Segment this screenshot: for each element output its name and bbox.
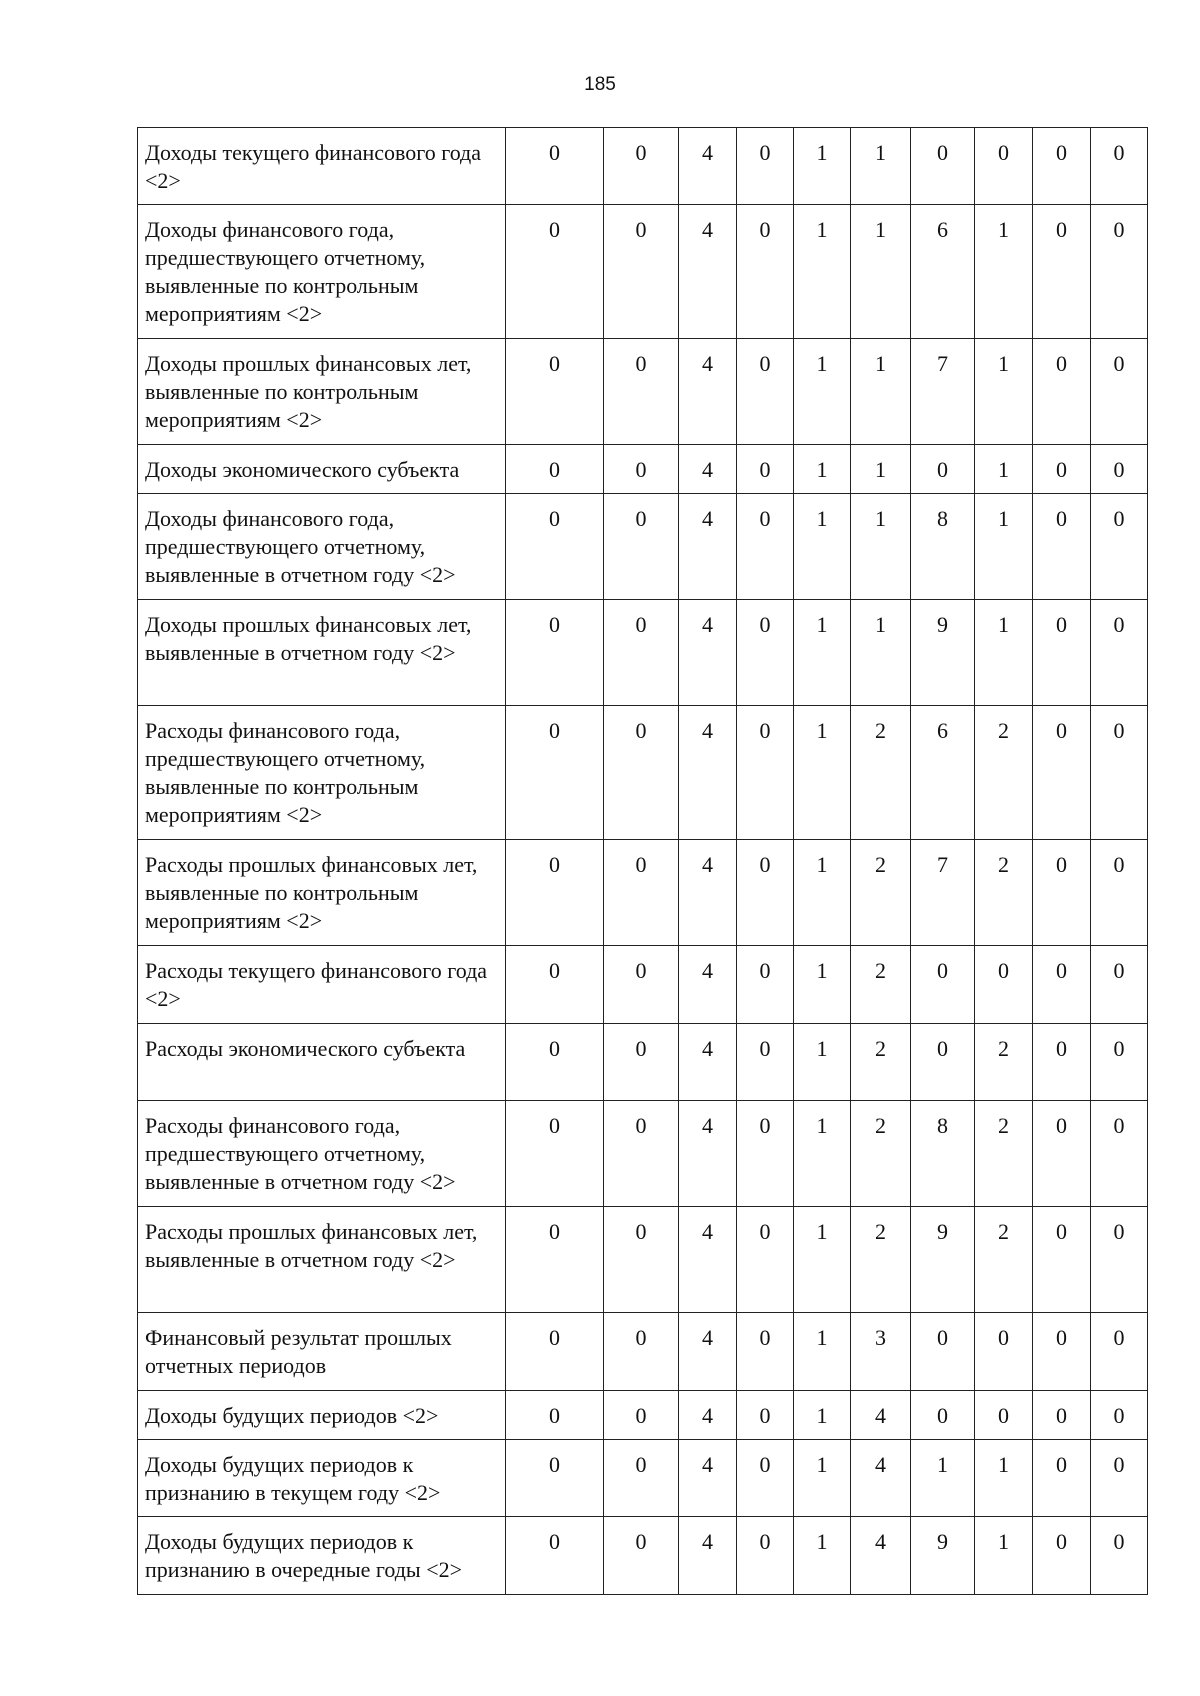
code-digit-2: 0 xyxy=(604,1313,679,1391)
code-digit-9: 0 xyxy=(1033,205,1091,339)
code-digit-10: 0 xyxy=(1091,1391,1148,1440)
table-row xyxy=(138,339,1148,445)
code-digit-5: 1 xyxy=(794,706,851,840)
code-digit-5: 1 xyxy=(794,1313,851,1391)
table-row xyxy=(138,600,1148,706)
code-digit-7: 0 xyxy=(911,445,975,494)
code-digit-5: 1 xyxy=(794,445,851,494)
code-digit-10: 0 xyxy=(1091,205,1148,339)
code-digit-10: 0 xyxy=(1091,494,1148,600)
code-digit-3: 4 xyxy=(679,946,737,1024)
code-digit-9: 0 xyxy=(1033,1391,1091,1440)
table-row xyxy=(138,1101,1148,1207)
code-digit-8: 2 xyxy=(975,840,1033,946)
code-digit-8: 1 xyxy=(975,494,1033,600)
code-digit-8: 0 xyxy=(975,946,1033,1024)
code-digit-6: 1 xyxy=(851,445,911,494)
account-code-table xyxy=(137,127,1148,1595)
code-digit-5: 1 xyxy=(794,1024,851,1101)
code-digit-5: 1 xyxy=(794,339,851,445)
table-row xyxy=(138,1517,1148,1595)
code-digit-4: 0 xyxy=(737,128,794,205)
code-digit-1: 0 xyxy=(506,445,604,494)
code-digit-3: 4 xyxy=(679,1024,737,1101)
code-digit-7: 9 xyxy=(911,1517,975,1595)
table-row xyxy=(138,840,1148,946)
code-digit-6: 2 xyxy=(851,1024,911,1101)
row-label: Доходы будущих периодов к признанию в текущем году <2> xyxy=(138,1440,506,1517)
code-digit-1: 0 xyxy=(506,339,604,445)
row-label: Финансовый результат прошлых отчетных периодов xyxy=(138,1313,506,1391)
code-digit-8: 2 xyxy=(975,1101,1033,1207)
code-digit-5: 1 xyxy=(794,494,851,600)
code-digit-8: 2 xyxy=(975,1207,1033,1313)
table-row xyxy=(138,706,1148,840)
code-digit-2: 0 xyxy=(604,706,679,840)
row-label: Расходы финансового года, предшествующего отчетному, выявленные по контрольным мероприятиям <2> xyxy=(138,706,506,840)
table-row xyxy=(138,205,1148,339)
code-digit-9: 0 xyxy=(1033,494,1091,600)
code-digit-3: 4 xyxy=(679,1313,737,1391)
code-digit-10: 0 xyxy=(1091,1313,1148,1391)
code-digit-8: 1 xyxy=(975,600,1033,706)
code-digit-2: 0 xyxy=(604,1024,679,1101)
code-digit-7: 7 xyxy=(911,339,975,445)
row-label: Доходы текущего финансового года <2> xyxy=(138,128,506,205)
code-digit-1: 0 xyxy=(506,1313,604,1391)
code-digit-4: 0 xyxy=(737,706,794,840)
row-label: Расходы финансового года, предшествующего отчетному, выявленные в отчетном году <2> xyxy=(138,1101,506,1207)
code-digit-9: 0 xyxy=(1033,840,1091,946)
code-digit-2: 0 xyxy=(604,445,679,494)
code-digit-5: 1 xyxy=(794,840,851,946)
code-digit-8: 1 xyxy=(975,205,1033,339)
code-digit-3: 4 xyxy=(679,339,737,445)
code-digit-8: 2 xyxy=(975,706,1033,840)
code-digit-6: 2 xyxy=(851,1101,911,1207)
code-digit-5: 1 xyxy=(794,1207,851,1313)
code-digit-6: 4 xyxy=(851,1391,911,1440)
code-digit-4: 0 xyxy=(737,1313,794,1391)
code-digit-3: 4 xyxy=(679,1207,737,1313)
code-digit-4: 0 xyxy=(737,1517,794,1595)
code-digit-8: 1 xyxy=(975,1517,1033,1595)
code-digit-10: 0 xyxy=(1091,1517,1148,1595)
code-digit-3: 4 xyxy=(679,1101,737,1207)
code-digit-7: 6 xyxy=(911,205,975,339)
code-digit-4: 0 xyxy=(737,600,794,706)
code-digit-3: 4 xyxy=(679,128,737,205)
code-digit-9: 0 xyxy=(1033,339,1091,445)
code-digit-7: 1 xyxy=(911,1440,975,1517)
code-digit-8: 1 xyxy=(975,339,1033,445)
code-digit-8: 1 xyxy=(975,1440,1033,1517)
code-digit-9: 0 xyxy=(1033,706,1091,840)
code-digit-5: 1 xyxy=(794,1101,851,1207)
code-digit-1: 0 xyxy=(506,706,604,840)
code-digit-7: 9 xyxy=(911,600,975,706)
code-digit-8: 0 xyxy=(975,1313,1033,1391)
code-digit-9: 0 xyxy=(1033,1517,1091,1595)
row-label: Доходы финансового года, предшествующего отчетному, выявленные в отчетном году <2> xyxy=(138,494,506,600)
code-digit-7: 6 xyxy=(911,706,975,840)
code-digit-10: 0 xyxy=(1091,445,1148,494)
code-digit-9: 0 xyxy=(1033,1024,1091,1101)
code-digit-10: 0 xyxy=(1091,1207,1148,1313)
code-digit-2: 0 xyxy=(604,494,679,600)
code-digit-4: 0 xyxy=(737,1440,794,1517)
code-digit-10: 0 xyxy=(1091,840,1148,946)
code-digit-10: 0 xyxy=(1091,706,1148,840)
code-digit-1: 0 xyxy=(506,1024,604,1101)
table-row xyxy=(138,1313,1148,1391)
row-label: Доходы будущих периодов <2> xyxy=(138,1391,506,1440)
code-digit-9: 0 xyxy=(1033,128,1091,205)
code-digit-5: 1 xyxy=(794,1517,851,1595)
code-digit-4: 0 xyxy=(737,1207,794,1313)
code-digit-10: 0 xyxy=(1091,128,1148,205)
code-digit-7: 8 xyxy=(911,494,975,600)
code-digit-3: 4 xyxy=(679,706,737,840)
table-row xyxy=(138,128,1148,205)
code-digit-9: 0 xyxy=(1033,600,1091,706)
row-label: Доходы прошлых финансовых лет, выявленные по контрольным мероприятиям <2> xyxy=(138,339,506,445)
table-row xyxy=(138,494,1148,600)
code-digit-4: 0 xyxy=(737,1024,794,1101)
code-digit-9: 0 xyxy=(1033,445,1091,494)
code-digit-5: 1 xyxy=(794,205,851,339)
code-digit-2: 0 xyxy=(604,1517,679,1595)
table-row xyxy=(138,1391,1148,1440)
code-digit-6: 1 xyxy=(851,494,911,600)
code-digit-3: 4 xyxy=(679,1517,737,1595)
code-digit-4: 0 xyxy=(737,205,794,339)
code-digit-7: 9 xyxy=(911,1207,975,1313)
code-digit-2: 0 xyxy=(604,1101,679,1207)
code-digit-8: 0 xyxy=(975,1391,1033,1440)
code-digit-5: 1 xyxy=(794,946,851,1024)
code-digit-7: 0 xyxy=(911,946,975,1024)
table-row xyxy=(138,946,1148,1024)
code-digit-8: 0 xyxy=(975,128,1033,205)
table-row xyxy=(138,1440,1148,1517)
code-digit-5: 1 xyxy=(794,1391,851,1440)
code-digit-4: 0 xyxy=(737,946,794,1024)
code-digit-1: 0 xyxy=(506,1207,604,1313)
code-digit-7: 0 xyxy=(911,1024,975,1101)
code-digit-10: 0 xyxy=(1091,1440,1148,1517)
code-digit-2: 0 xyxy=(604,128,679,205)
code-digit-2: 0 xyxy=(604,205,679,339)
code-digit-5: 1 xyxy=(794,600,851,706)
code-digit-1: 0 xyxy=(506,1517,604,1595)
code-digit-1: 0 xyxy=(506,1101,604,1207)
page-number: 185 xyxy=(584,74,616,95)
code-digit-7: 0 xyxy=(911,1313,975,1391)
code-digit-6: 1 xyxy=(851,600,911,706)
code-digit-2: 0 xyxy=(604,946,679,1024)
code-digit-1: 0 xyxy=(506,205,604,339)
code-digit-9: 0 xyxy=(1033,1101,1091,1207)
code-digit-10: 0 xyxy=(1091,1024,1148,1101)
code-digit-8: 1 xyxy=(975,445,1033,494)
code-digit-9: 0 xyxy=(1033,1440,1091,1517)
code-digit-3: 4 xyxy=(679,205,737,339)
code-digit-2: 0 xyxy=(604,840,679,946)
code-digit-6: 2 xyxy=(851,1207,911,1313)
code-digit-7: 7 xyxy=(911,840,975,946)
code-digit-6: 4 xyxy=(851,1440,911,1517)
row-label: Доходы будущих периодов к признанию в очередные годы <2> xyxy=(138,1517,506,1595)
code-digit-3: 4 xyxy=(679,1391,737,1440)
code-digit-7: 0 xyxy=(911,1391,975,1440)
code-digit-7: 0 xyxy=(911,128,975,205)
code-digit-2: 0 xyxy=(604,600,679,706)
code-digit-1: 0 xyxy=(506,946,604,1024)
table-row xyxy=(138,445,1148,494)
code-digit-1: 0 xyxy=(506,1391,604,1440)
code-digit-6: 2 xyxy=(851,840,911,946)
code-digit-1: 0 xyxy=(506,600,604,706)
row-label: Доходы прошлых финансовых лет, выявленные в отчетном году <2> xyxy=(138,600,506,706)
code-digit-5: 1 xyxy=(794,1440,851,1517)
code-digit-9: 0 xyxy=(1033,1313,1091,1391)
code-digit-3: 4 xyxy=(679,840,737,946)
code-digit-1: 0 xyxy=(506,128,604,205)
code-digit-2: 0 xyxy=(604,1207,679,1313)
code-digit-9: 0 xyxy=(1033,1207,1091,1313)
table-row xyxy=(138,1207,1148,1313)
code-digit-3: 4 xyxy=(679,1440,737,1517)
code-digit-4: 0 xyxy=(737,1391,794,1440)
code-digit-4: 0 xyxy=(737,1101,794,1207)
code-digit-2: 0 xyxy=(604,1391,679,1440)
row-label: Расходы прошлых финансовых лет, выявленные по контрольным мероприятиям <2> xyxy=(138,840,506,946)
code-digit-1: 0 xyxy=(506,840,604,946)
row-label: Доходы экономического субъекта xyxy=(138,445,506,494)
code-digit-5: 1 xyxy=(794,128,851,205)
code-digit-3: 4 xyxy=(679,494,737,600)
code-digit-4: 0 xyxy=(737,494,794,600)
code-digit-3: 4 xyxy=(679,445,737,494)
code-digit-10: 0 xyxy=(1091,339,1148,445)
code-digit-6: 4 xyxy=(851,1517,911,1595)
code-digit-10: 0 xyxy=(1091,946,1148,1024)
code-digit-9: 0 xyxy=(1033,946,1091,1024)
code-digit-6: 1 xyxy=(851,128,911,205)
code-digit-6: 2 xyxy=(851,706,911,840)
code-digit-3: 4 xyxy=(679,600,737,706)
row-label: Расходы текущего финансового года <2> xyxy=(138,946,506,1024)
code-digit-6: 3 xyxy=(851,1313,911,1391)
code-digit-7: 8 xyxy=(911,1101,975,1207)
row-label: Расходы прошлых финансовых лет, выявленные в отчетном году <2> xyxy=(138,1207,506,1313)
code-digit-6: 1 xyxy=(851,339,911,445)
code-digit-4: 0 xyxy=(737,840,794,946)
code-digit-6: 1 xyxy=(851,205,911,339)
code-digit-4: 0 xyxy=(737,339,794,445)
table-row xyxy=(138,1024,1148,1101)
row-label: Доходы финансового года, предшествующего отчетному, выявленные по контрольным мероприятиям <2> xyxy=(138,205,506,339)
code-digit-10: 0 xyxy=(1091,1101,1148,1207)
code-digit-4: 0 xyxy=(737,445,794,494)
code-digit-8: 2 xyxy=(975,1024,1033,1101)
code-digit-2: 0 xyxy=(604,1440,679,1517)
code-digit-2: 0 xyxy=(604,339,679,445)
code-digit-10: 0 xyxy=(1091,600,1148,706)
row-label: Расходы экономического субъекта xyxy=(138,1024,506,1101)
code-digit-1: 0 xyxy=(506,1440,604,1517)
code-digit-6: 2 xyxy=(851,946,911,1024)
code-digit-1: 0 xyxy=(506,494,604,600)
